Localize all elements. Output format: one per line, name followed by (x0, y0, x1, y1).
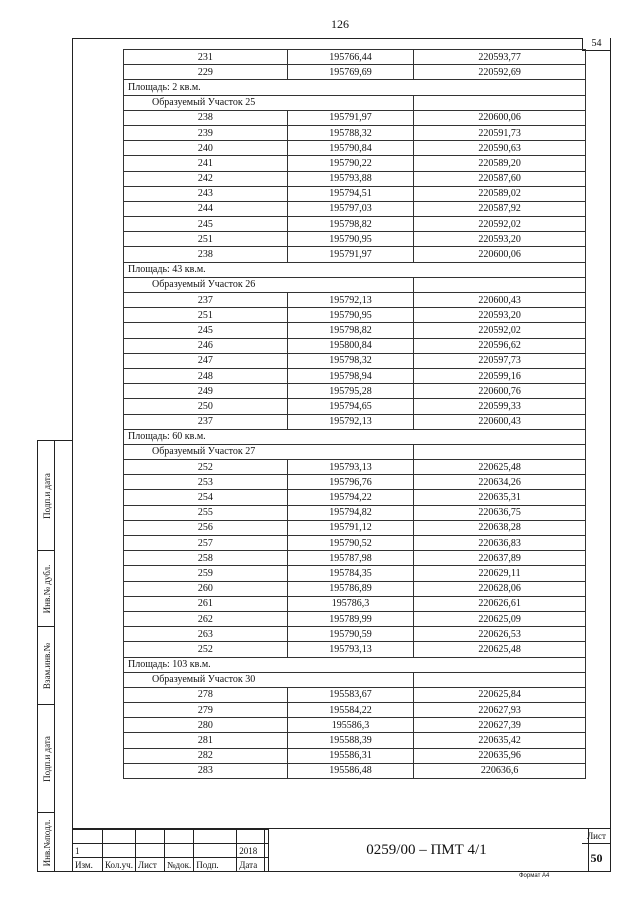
revision-year: 2018 (237, 844, 269, 858)
section-blank (414, 444, 586, 459)
coordinate-x: 195790,52 (287, 536, 413, 551)
point-number: 241 (124, 156, 288, 171)
coordinate-y: 220596,62 (414, 338, 586, 353)
header-izm: Изм. (73, 858, 103, 872)
coordinate-x: 195794,51 (287, 186, 413, 201)
point-number: 282 (124, 748, 288, 763)
point-number: 252 (124, 460, 288, 475)
coordinate-x: 195790,84 (287, 141, 413, 156)
point-number: 237 (124, 414, 288, 429)
side-stamp-label: Инв.№подл. (41, 819, 52, 867)
coordinate-y: 220629,11 (414, 566, 586, 581)
section-row (124, 95, 586, 110)
table-row (124, 156, 586, 171)
area-note: Площадь: 43 кв.м. (124, 262, 586, 277)
coordinate-y: 220589,02 (414, 186, 586, 201)
point-number: 259 (124, 566, 288, 581)
point-number: 281 (124, 733, 288, 748)
coordinate-y: 220593,20 (414, 232, 586, 247)
coordinate-x: 195787,98 (287, 551, 413, 566)
coordinate-x: 195792,13 (287, 414, 413, 429)
area-note-row (124, 80, 586, 95)
coordinate-x: 195793,13 (287, 460, 413, 475)
coordinate-x: 195798,94 (287, 368, 413, 383)
table-row (124, 323, 586, 338)
table-row (124, 687, 586, 702)
side-stamp-cell (38, 551, 55, 627)
coordinate-y: 220625,48 (414, 460, 586, 475)
coordinate-x: 195797,03 (287, 201, 413, 216)
revision-cell (164, 844, 193, 858)
revision-cell (103, 830, 136, 844)
document-code: 0259/00 – ПМТ 4/1 (264, 829, 589, 872)
point-number: 280 (124, 718, 288, 733)
coordinate-y: 220635,42 (414, 733, 586, 748)
section-title: Образуемый Участок 25 (124, 95, 414, 110)
coordinate-y: 220587,60 (414, 171, 586, 186)
table-row (124, 703, 586, 718)
side-stamp-cell (38, 705, 55, 813)
table-row (124, 384, 586, 399)
coordinate-x: 195790,95 (287, 232, 413, 247)
point-number: 255 (124, 505, 288, 520)
coordinate-y: 220600,43 (414, 293, 586, 308)
coordinate-y: 220627,39 (414, 718, 586, 733)
coordinate-y: 220625,84 (414, 687, 586, 702)
side-stamp-cell (38, 627, 55, 705)
coordinate-x: 195792,13 (287, 293, 413, 308)
table-row (124, 125, 586, 140)
header-ndok: №док. (164, 858, 193, 872)
revision-cell (103, 844, 136, 858)
point-number: 257 (124, 536, 288, 551)
table-row (124, 763, 586, 778)
point-number: 249 (124, 384, 288, 399)
table-row (124, 627, 586, 642)
side-stamp-cell (38, 813, 55, 873)
coordinate-x: 195790,59 (287, 627, 413, 642)
table-row (124, 414, 586, 429)
point-number: 250 (124, 399, 288, 414)
point-number: 242 (124, 171, 288, 186)
coordinate-y: 220634,26 (414, 475, 586, 490)
coordinate-y: 220636,6 (414, 763, 586, 778)
coordinate-x: 195786,89 (287, 581, 413, 596)
section-blank (414, 277, 586, 292)
table-row (124, 536, 586, 551)
point-number: 238 (124, 110, 288, 125)
title-block (72, 828, 611, 872)
table-row (124, 566, 586, 581)
revision-cell (135, 830, 164, 844)
point-number: 245 (124, 323, 288, 338)
coordinate-y: 220600,06 (414, 110, 586, 125)
table-row (124, 338, 586, 353)
point-number: 279 (124, 703, 288, 718)
table-row (124, 141, 586, 156)
coordinate-x: 195766,44 (287, 50, 413, 65)
table-row (124, 748, 586, 763)
revision-cell (194, 830, 237, 844)
coordinate-y: 220638,28 (414, 520, 586, 535)
header-data: Дата (237, 858, 269, 872)
coordinate-x: 195794,65 (287, 399, 413, 414)
point-number: 239 (124, 125, 288, 140)
table-row (124, 201, 586, 216)
coordinate-x: 195798,82 (287, 323, 413, 338)
coordinate-x: 195798,82 (287, 217, 413, 232)
coordinate-y: 220590,63 (414, 141, 586, 156)
coordinate-x: 195793,88 (287, 171, 413, 186)
table-row (124, 110, 586, 125)
area-note-row (124, 657, 586, 672)
sheet-number: 50 (590, 851, 603, 865)
coordinate-x: 195793,13 (287, 642, 413, 657)
coordinate-x: 195583,67 (287, 687, 413, 702)
format-note: Формат А4 (519, 873, 550, 879)
point-number: 252 (124, 642, 288, 657)
point-number: 240 (124, 141, 288, 156)
point-number: 247 (124, 353, 288, 368)
point-number: 251 (124, 232, 288, 247)
table-row (124, 718, 586, 733)
section-title: Образуемый Участок 27 (124, 444, 414, 459)
point-number: 283 (124, 763, 288, 778)
point-number: 244 (124, 201, 288, 216)
coordinate-y: 220626,61 (414, 596, 586, 611)
coordinate-y: 220592,02 (414, 323, 586, 338)
side-stamp-label: Взам.инв.№ (41, 642, 52, 689)
point-number: 253 (124, 475, 288, 490)
header-kol-uch: Кол.уч. (103, 858, 136, 872)
coordinate-x: 195790,95 (287, 308, 413, 323)
point-number: 256 (124, 520, 288, 535)
coordinate-y: 220599,33 (414, 399, 586, 414)
area-note: Площадь: 60 кв.м. (124, 429, 586, 444)
point-number: 278 (124, 687, 288, 702)
section-title: Образуемый Участок 26 (124, 277, 414, 292)
point-number: 258 (124, 551, 288, 566)
table-row (124, 217, 586, 232)
coordinate-x: 195586,48 (287, 763, 413, 778)
area-note-row (124, 262, 586, 277)
coordinate-y: 220637,89 (414, 551, 586, 566)
point-number: 261 (124, 596, 288, 611)
point-number: 262 (124, 611, 288, 626)
coordinates-table-body (124, 50, 586, 779)
coordinate-y: 220627,93 (414, 703, 586, 718)
side-stamp-label: Подп.и дата (41, 472, 52, 519)
section-row (124, 277, 586, 292)
area-note-row (124, 429, 586, 444)
coordinate-y: 220635,31 (414, 490, 586, 505)
header-list: Лист (135, 858, 164, 872)
point-number: 237 (124, 293, 288, 308)
coordinate-y: 220592,69 (414, 65, 586, 80)
coordinate-x: 195789,99 (287, 611, 413, 626)
side-stamp-cell (38, 441, 55, 551)
coordinate-y: 220592,02 (414, 217, 586, 232)
coordinate-y: 220636,83 (414, 536, 586, 551)
coordinate-y: 220600,06 (414, 247, 586, 262)
coordinate-x: 195588,39 (287, 733, 413, 748)
coordinate-x: 195798,32 (287, 353, 413, 368)
side-stamp (37, 440, 72, 872)
table-row (124, 596, 586, 611)
coordinate-x: 195791,97 (287, 247, 413, 262)
coordinate-y: 220636,75 (414, 505, 586, 520)
section-blank (414, 95, 586, 110)
point-number: 246 (124, 338, 288, 353)
revision-cell (73, 830, 103, 844)
coordinate-x: 195790,22 (287, 156, 413, 171)
table-row (124, 475, 586, 490)
coordinate-y: 220635,96 (414, 748, 586, 763)
table-row (124, 186, 586, 201)
coordinate-x: 195800,84 (287, 338, 413, 353)
coordinate-x: 195786,3 (287, 596, 413, 611)
table-row (124, 247, 586, 262)
coordinate-x: 195794,82 (287, 505, 413, 520)
revision-table (72, 829, 269, 872)
table-row (124, 232, 586, 247)
point-number: 263 (124, 627, 288, 642)
coordinate-x: 195784,35 (287, 566, 413, 581)
table-row (124, 460, 586, 475)
table-row (124, 50, 586, 65)
point-number: 243 (124, 186, 288, 201)
table-row (124, 733, 586, 748)
coordinate-x: 195794,22 (287, 490, 413, 505)
point-number: 245 (124, 217, 288, 232)
point-number: 254 (124, 490, 288, 505)
coordinate-y: 220628,06 (414, 581, 586, 596)
coordinate-x: 195795,28 (287, 384, 413, 399)
coordinate-y: 220599,16 (414, 368, 586, 383)
coordinate-x: 195769,69 (287, 65, 413, 80)
coordinate-y: 220587,92 (414, 201, 586, 216)
area-note: Площадь: 103 кв.м. (124, 657, 586, 672)
point-number: 251 (124, 308, 288, 323)
revision-cell (194, 844, 237, 858)
section-row (124, 672, 586, 687)
section-blank (414, 672, 586, 687)
coordinate-y: 220589,20 (414, 156, 586, 171)
coordinate-x: 195791,12 (287, 520, 413, 535)
coordinate-y: 220625,09 (414, 611, 586, 626)
page-number: 126 (331, 17, 349, 31)
table-row (124, 642, 586, 657)
coordinate-x: 195796,76 (287, 475, 413, 490)
header-podp: Подп. (194, 858, 237, 872)
coordinate-y: 220597,73 (414, 353, 586, 368)
coordinate-x: 195586,31 (287, 748, 413, 763)
point-number: 231 (124, 50, 288, 65)
table-row (124, 611, 586, 626)
table-row (124, 65, 586, 80)
table-row (124, 368, 586, 383)
coordinate-y: 220626,53 (414, 627, 586, 642)
coordinate-x: 195586,3 (287, 718, 413, 733)
point-number: 229 (124, 65, 288, 80)
table-row (124, 490, 586, 505)
coordinate-x: 195791,97 (287, 110, 413, 125)
table-row (124, 551, 586, 566)
coordinate-y: 220600,43 (414, 414, 586, 429)
table-row (124, 293, 586, 308)
side-stamp-label: Подп.и дата (41, 735, 52, 782)
table-row (124, 171, 586, 186)
point-number: 238 (124, 247, 288, 262)
revision-cell (164, 830, 193, 844)
sheet-label: Лист (582, 829, 611, 844)
revision-number: 1 (73, 844, 103, 858)
table-row (124, 399, 586, 414)
coordinate-y: 220625,48 (414, 642, 586, 657)
table-row (124, 581, 586, 596)
section-title: Образуемый Участок 30 (124, 672, 414, 687)
top-sheet-number: 54 (582, 38, 611, 51)
table-row (124, 353, 586, 368)
coordinate-x: 195788,32 (287, 125, 413, 140)
table-row (124, 520, 586, 535)
side-stamp-label: Инв.№ дубл. (41, 564, 52, 613)
coordinates-table (123, 49, 586, 779)
table-row (124, 505, 586, 520)
point-number: 248 (124, 368, 288, 383)
table-row (124, 308, 586, 323)
coordinate-y: 220593,20 (414, 308, 586, 323)
coordinate-x: 195584,22 (287, 703, 413, 718)
coordinate-y: 220593,77 (414, 50, 586, 65)
coordinate-y: 220600,76 (414, 384, 586, 399)
area-note: Площадь: 2 кв.м. (124, 80, 586, 95)
revision-cell (135, 844, 164, 858)
section-row (124, 444, 586, 459)
coordinate-y: 220591,73 (414, 125, 586, 140)
point-number: 260 (124, 581, 288, 596)
